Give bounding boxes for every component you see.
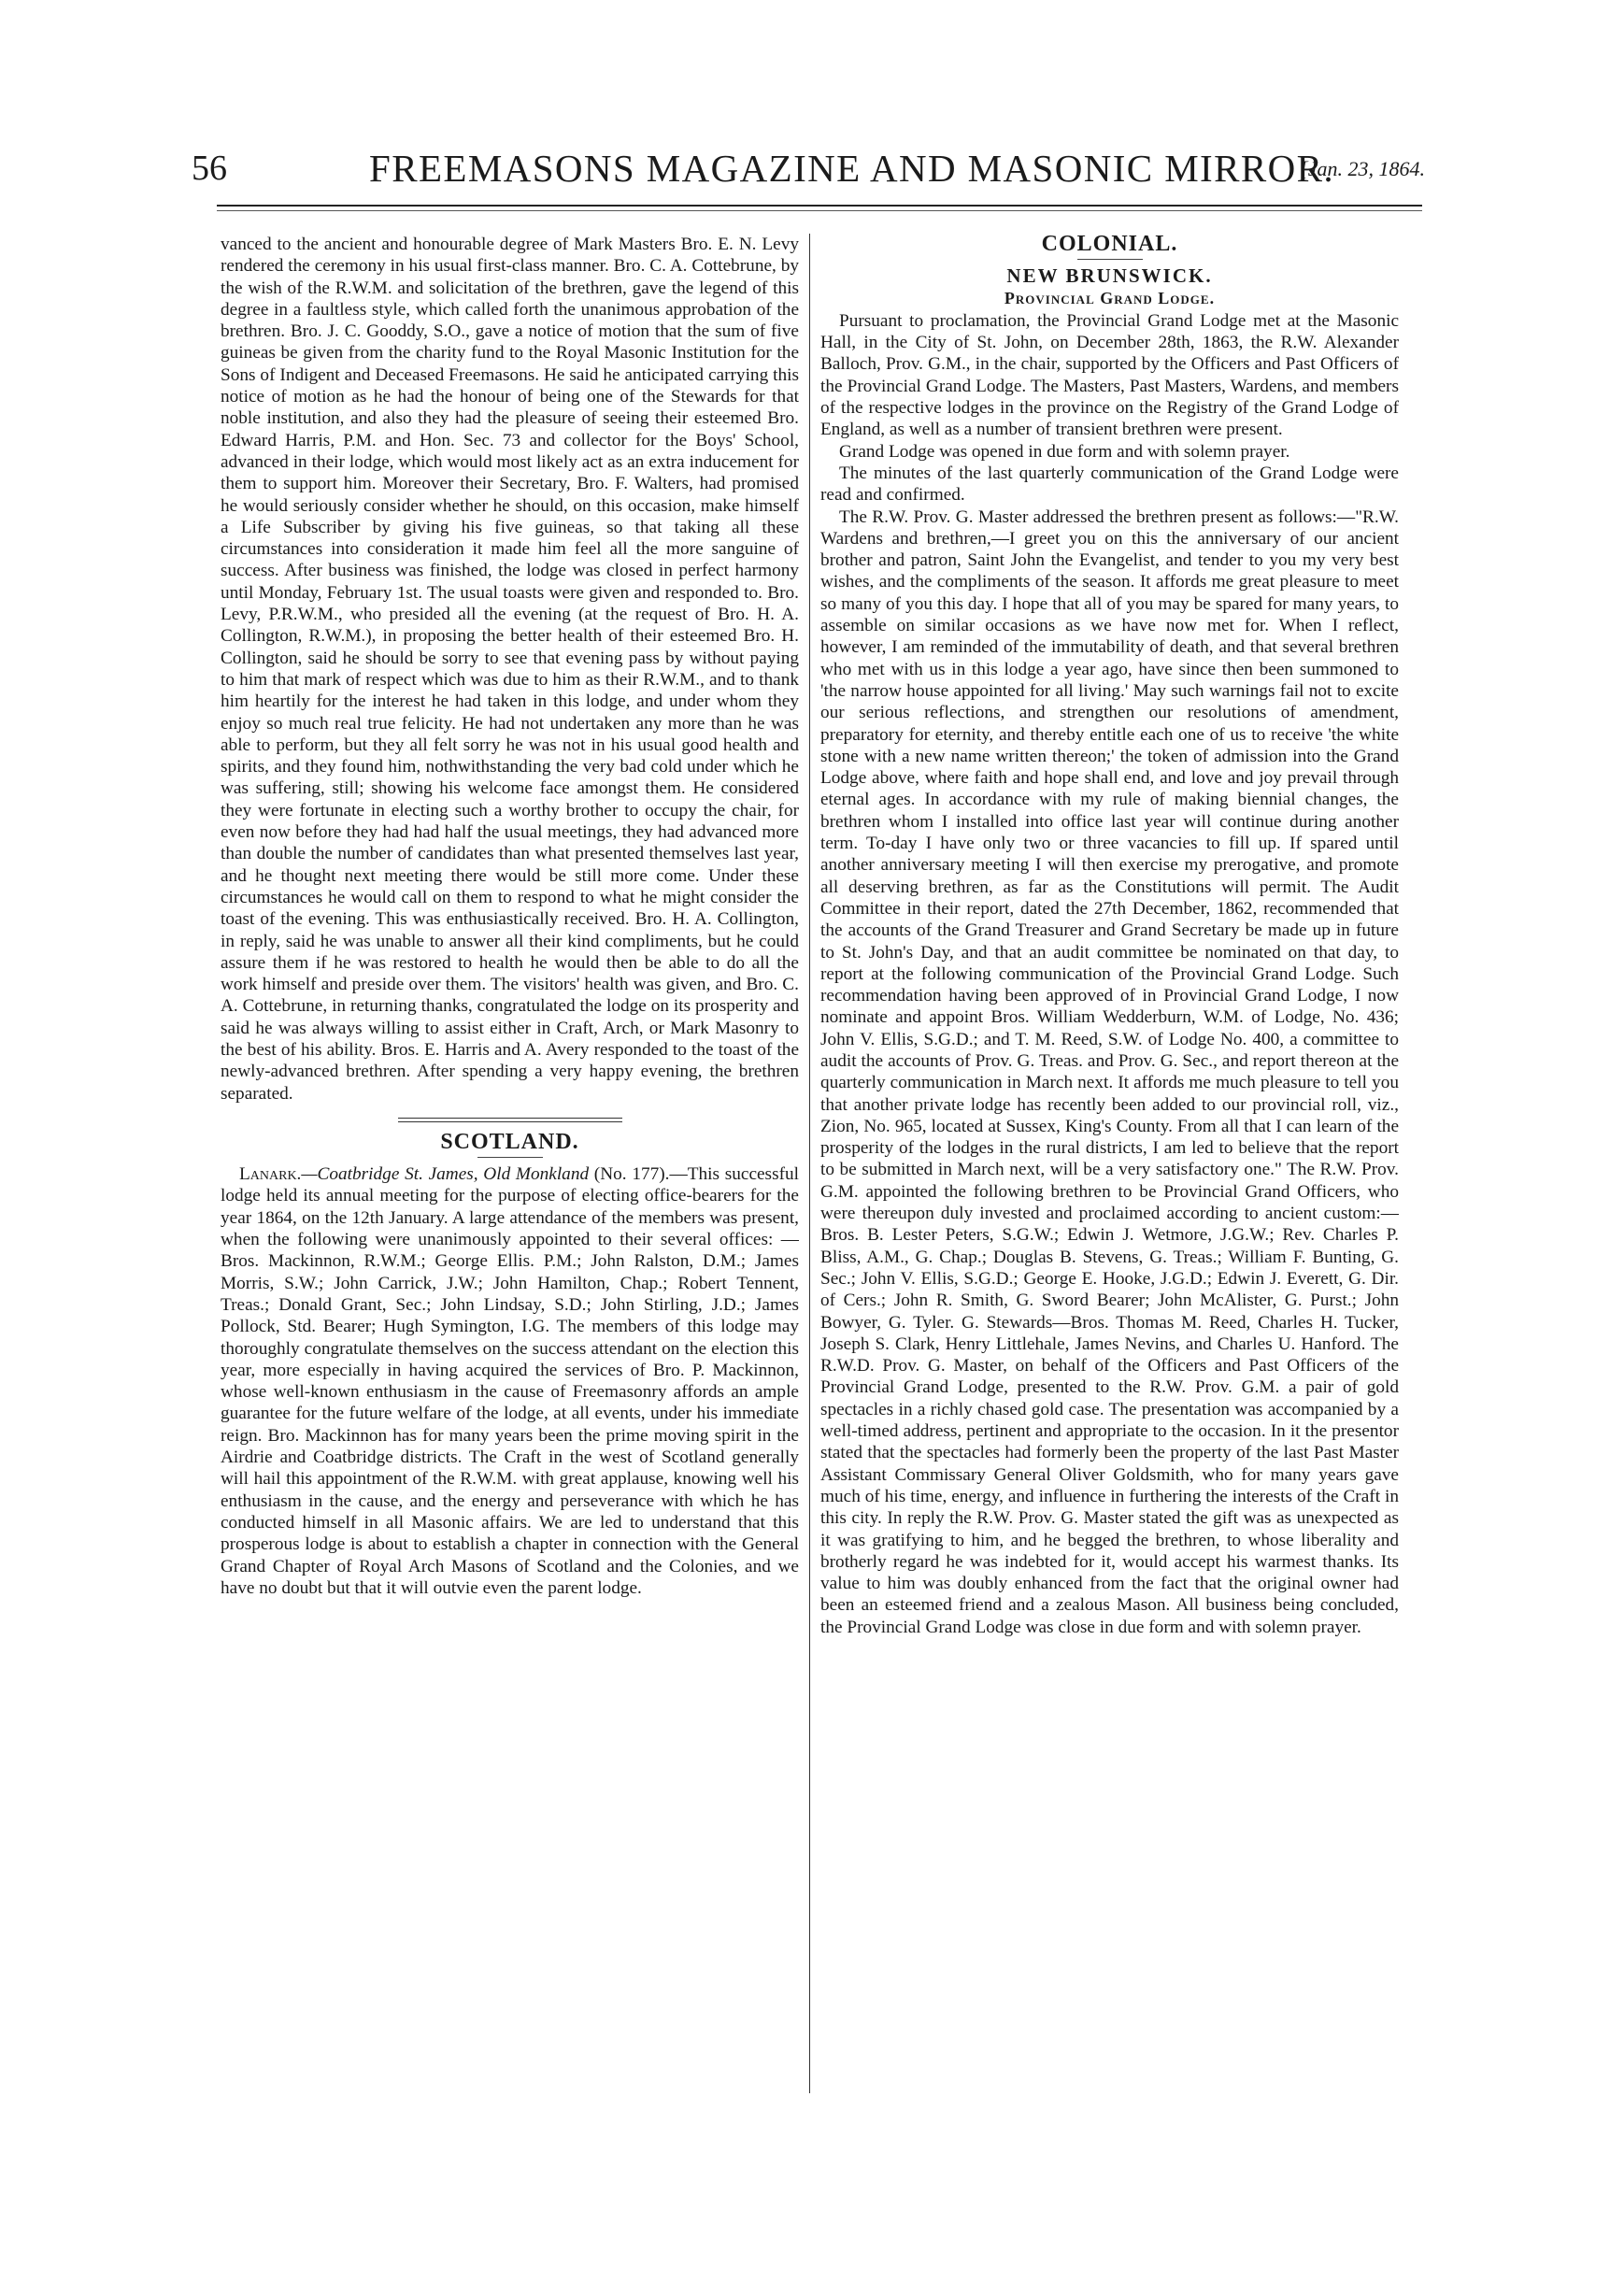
header-rule-thin bbox=[217, 210, 1422, 211]
scotland-body: This successful lodge held its annual meeting for the purpose of electing office-bearers for the year 1864, on the 12th January. A large attendance of the members was present, when the following were unanimously appointed to their several offices: —Bros. Mackinnon, R.W.M.; George Ellis. P.M.; John Ralston, D.M.; James Morris, S.W.; John Carrick, J.W.; John Hamilton, Chap.; Robert Tennent, Treas.; Donald Grant, Sec.; John Lindsay, S.D.; John Stirling, J.D.; James Pollock, Std. Bearer; Hugh Symington, I.G. The members of this lodge may thoroughly congratulate themselves on the success attendant on the election this year, more especially in having acquired the services of Bro. P. Mackinnon, whose well-known enthusiasm in the cause of Freemasonry affords an ample guarantee for the future welfare of the lodge, at all events, under his immediate reign. Bro. Mackinnon has for many years been the prime moving spirit in the Airdrie and Coatbridge districts. The Craft in the west of Scotland generally will hail this appointment of the R.W.M. with great applause, knowing well his enthusiasm in the cause, and the energy and perseverance with which he has conducted himself in all Masonic affairs. We are led to understand that this prosperous lodge is about to establish a chapter in connection with the General Grand Chapter of Royal Arch Masons of Scotland and the Colonies, and we have no doubt but that it will outvie even the parent lodge. bbox=[221, 1164, 799, 1598]
heading-rule bbox=[1077, 259, 1143, 260]
header-rule bbox=[217, 205, 1422, 207]
continued-paragraph: vanced to the ancient and honourable degree of Mark Masters Bro. E. N. Levy rendered the ceremony in his usual first-class manner. Bro. C. A. Cottebrune, by the wish of the R.W.M. and solicitation of the brethren, gave the legend of this degree in a faultless style, which called forth the unanimous approbation of the brethren. Bro. J. C. Gooddy, S.O., gave a notice of motion that the sum of five guineas be given from the charity fund to the Royal Masonic Institution for the Sons of Indigent and Deceased Freemasons. He said he anticipated carrying this notice of motion as he had the honour of being one of the Stewards for that noble institution, and also they had the pleasure of seeing their esteemed Bro. Edward Harris, P.M. and Hon. Sec. 73 and collector for the Boys' School, advanced in their lodge, which would most likely act as an extra inducement for them to support him. Moreover their Secretary, Bro. F. Walters, had promised he would seriously consider whether he should, on this occasion, make himself a Life Subscriber by giving his five guineas, so that taking all these circumstances into consideration it made him feel all the more sanguine of success. After business was finished, the lodge was closed in perfect harmony until Monday, February 1st. The usual toasts were given and responded to. Bro. Levy, P.R.W.M., who presided all the evening (at the request of Bro. H. A. Collington, R.W.M.), in proposing the better health of their esteemed Bro. H. Collington, said he should be sorry to see that evening pass by without paying to him that mark of respect which was due to him as their R.W.M., and to thank him heartily for the interest he had taken in this lodge, and under whom they enjoy so much real true felicity. He had not undertaken any more than he was able to perform, but they all felt sorry he was not in his usual good health and spirits, and they found him, nothwithstanding the very bad cold under which he was suffering, still; showing his welcome face amongst them. He considered they were fortunate in electing such a worthy brother to occupy the chair, for even now before they had had half the usual meetings, they had advanced more than double the number of candidates than what presented themselves last year, and he thought next meeting there would be still more come. Under these circumstances he would call on them to respond to what he might consider the toast of the evening. This was enthusiastically received. Bro. H. A. Collington, in reply, said he was unable to answer all their kind compliments, but he could assure them if he was restored to health he would then be able to do all the work himself and preside over them. The visitors' health was given, and Bro. C. A. Cottebrune, in returning thanks, congratulated the lodge on its prosperity and said he was always willing to assist either in Craft, Arch, or Mark Masonry to the best of his ability. Bros. E. Harris and A. Avery responded to the toast of the newly-advanced brethren. After spending a very happy evening, the brethren separated. bbox=[221, 235, 799, 1104]
page-number: 56 bbox=[192, 149, 227, 188]
paragraph-minutes: The minutes of the last quarterly communication of the Grand Lodge were read and confirmed. bbox=[820, 463, 1399, 506]
colonial-heading: COLONIAL. bbox=[1041, 234, 1178, 256]
section-divider bbox=[398, 1118, 622, 1122]
scotland-lead: Lanark. bbox=[239, 1164, 302, 1185]
new-brunswick-heading: NEW BRUNSWICK. bbox=[1006, 264, 1213, 288]
scotland-heading: SCOTLAND. bbox=[440, 1129, 579, 1154]
scotland-paragraph bbox=[221, 1163, 799, 1599]
right-column bbox=[820, 234, 1399, 2103]
column-divider bbox=[809, 234, 810, 2093]
heading-rule bbox=[477, 1157, 543, 1158]
page-header bbox=[192, 146, 1425, 196]
scotland-lodge-name: —Coatbridge St. James, Old Monkland bbox=[301, 1164, 590, 1185]
masthead-title: FREEMASONS MAGAZINE AND MASONIC MIRROR. bbox=[369, 147, 1335, 190]
paragraph-opened: Grand Lodge was opened in due form and with solemn prayer. bbox=[839, 441, 1290, 462]
left-column bbox=[221, 234, 799, 2103]
scotland-lodge-number: (No. 177).— bbox=[589, 1164, 688, 1185]
paragraph-proclamation: Pursuant to proclamation, the Provincial Grand Lodge met at the Masonic Hall, in the City of St. John, on December 28th, 1863, the R.W. Alexander Balloch, Prov. G.M., in the chair, supported by the Officers and Past Officers of the Provincial Grand Lodge. The Masters, Past Masters, Wardens, and members of the respective lodges in the province on the Registry of the Grand Lodge of England, as well as a number of transient brethren were present. bbox=[820, 310, 1399, 440]
provincial-grand-lodge-heading: Provincial Grand Lodge. bbox=[1004, 288, 1216, 307]
paragraph-address: The R.W. Prov. G. Master addressed the brethren present as follows:—"R.W. Wardens and brethren,—I greet you on this the anniversary of our ancient brother and patron, Saint John the Evangelist, and tender to you my very best wishes, and the compliments of the season. It affords me great pleasure to meet so many of you this day. I hope that all of you may be spared for many years, to assemble on similar occasions as we have now met for. When I reflect, however, I am reminded of the immutability of death, and that several brethren who met with us in this lodge a year ago, have since then been summoned to 'the narrow house appointed for all living.' May such warnings fail not to excite our serious reflections, and strengthen our resolutions of amendment, preparatory for eternity, and thereby entitle each one of us to receive 'the white stone with a new name written thereon;' the token of admission into the Grand Lodge above, where faith and hope shall end, and love and joy prevail through eternal ages. In accordance with my rule of making biennial changes, the brethren whom I installed into office last year will continue during another term. To-day I have only two or three vacancies to fill up. If spared until another anniversary meeting I will then exercise my prerogative, and promote all deserving brethren, as far as the Constitutions will permit. The Audit Committee in their report, dated the 27th December, 1862, recommended that the accounts of the Grand Treasurer and Grand Secretary be made up in future to St. John's Day, and that an audit committee be nominated on that day, to report at the following communication of the Provincial Grand Lodge. Such recommendation having been approved of in Provincial Grand Lodge, I now nominate and appoint Bros. William Wedderburn, W.M. of Lodge, No. 436; John V. Ellis, S.G.D.; and T. M. Reed, S.W. of Lodge No. 400, a committee to audit the accounts of Prov. G. Treas. and Prov. G. Sec., and report thereon at the quarterly communication in March next. It affords me much pleasure to tell you that another private lodge has recently been added to our provincial roll, viz., Zion, No. 965, located at Sussex, King's County. From all that I can learn of the prosperity of the lodges in the rural districts, I am led to believe that the report to be submitted in March next, will be a very satisfactory one." The R.W. Prov. G.M. appointed the following brethren to be Provincial Grand Officers, who were thereupon duly invested and proclaimed according to ancient custom:—Bros. B. Lester Peters, S.G.W.; Edwin J. Wetmore, J.G.W.; Rev. Charles P. Bliss, A.M., G. Chap.; Douglas B. Stevens, G. Treas.; William F. Bunting, G. Sec.; John V. Ellis, S.G.D.; George E. Hooke, J.G.D.; Edwin J. Everett, G. Dir. of Cers.; John R. Smith, G. Sword Bearer; John McAlister, G. Purst.; John Bowyer, G. Tyler. G. Stewards—Bros. Thomas M. Reed, Charles H. Tucker, Joseph S. Clark, Henry Littlehale, James Nevins, and Charles U. Hanford. The R.W.D. Prov. G. Master, on behalf of the Officers and Past Officers of the Provincial Grand Lodge, presented to the R.W. Prov. G.M. a pair of gold spectacles in a richly chased gold case. The presentation was accompanied by a well-timed address, pertinent and appropriate to the occasion. In it the presentor stated that the spectacles had formerly been the property of the last Past Master Assistant Commissary General Oliver Goldsmith, who for many years gave much of his time, energy, and influence in furthering the interests of the Craft in this city. In reply the R.W. Prov. G. Master stated the gift was as unexpected as it was gratifying to him, and he begged the brethren, to whose liberality and brotherly regard he was indebted for it, would accept his warmest thanks. Its value to him was doubly enhanced from the fact that the original owner had been an esteemed friend and a zealous Mason. All business being concluded, the Provincial Grand Lodge was close in due form and with solemn prayer. bbox=[820, 506, 1399, 1637]
issue-date: [Jan. 23, 1864. bbox=[1300, 157, 1425, 180]
